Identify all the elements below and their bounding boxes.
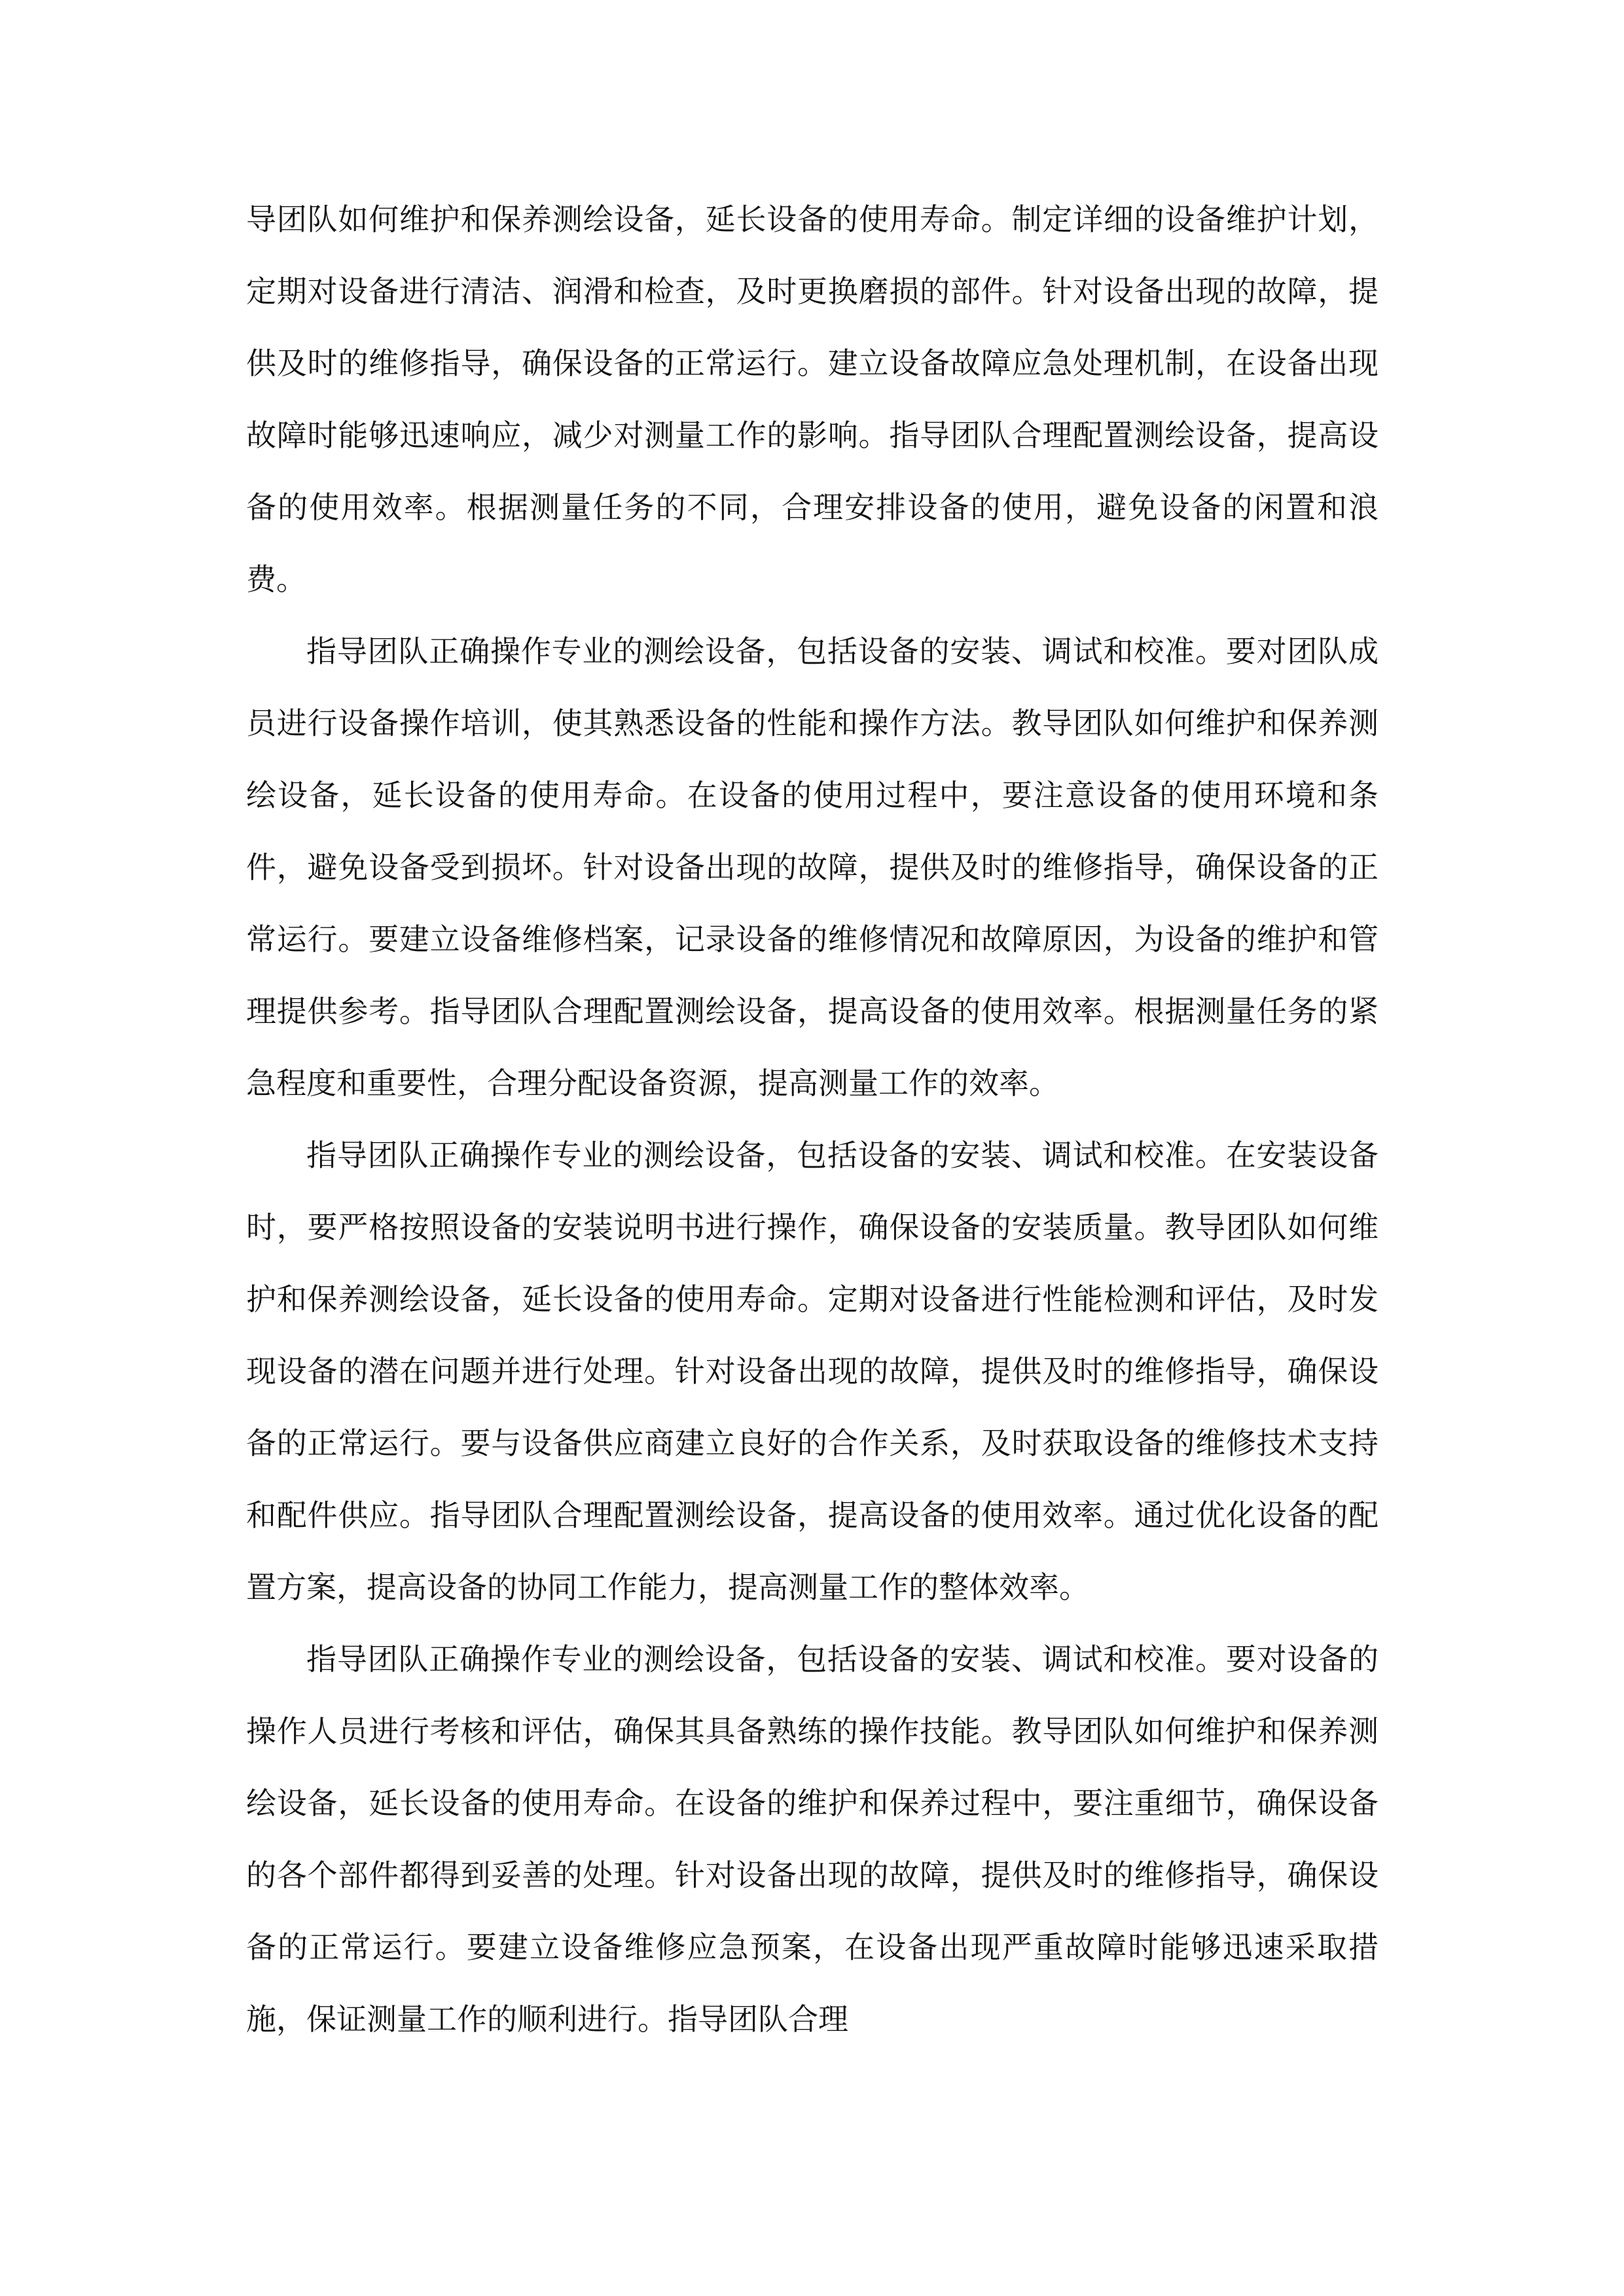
body-text: [246, 183, 1379, 2055]
paragraph: 指导团队正确操作专业的测绘设备，包括设备的安装、调试和校准。要对设备的操作人员进行考核和评估，确保其具备熟练的操作技能。教导团队如何维护和保养测绘设备，延长设备的使用寿命。在设备的维护和保养过程中，要注重细节，确保设备的各个部件都得到妥善的处理。针对设备出现的故障，提供及时的维修指导，确保设备的正常运行。要建立设备维修应急预案，在设备出现严重故障时能够迅速采取措施，保证测量工作的顺利进行。指导团队合理: [246, 1641, 1379, 2037]
paragraph: 指导团队正确操作专业的测绘设备，包括设备的安装、调试和校准。要对团队成员进行设备操作培训，使其熟悉设备的性能和操作方法。教导团队如何维护和保养测绘设备，延长设备的使用寿命。在设备的使用过程中，要注意设备的使用环境和条件，避免设备受到损坏。针对设备出现的故障，提供及时的维修指导，确保设备的正常运行。要建立设备维修档案，记录设备的维修情况和故障原因，为设备的维护和管理提供参考。指导团队合理配置测绘设备，提高设备的使用效率。根据测量任务的紧急程度和重要性，合理分配设备资源，提高测量工作的效率。: [246, 634, 1379, 1101]
paragraph: 指导团队正确操作专业的测绘设备，包括设备的安装、调试和校准。在安装设备时，要严格按照设备的安装说明书进行操作，确保设备的安装质量。教导团队如何维护和保养测绘设备，延长设备的使用寿命。定期对设备进行性能检测和评估，及时发现设备的潜在问题并进行处理。针对设备出现的故障，提供及时的维修指导，确保设备的正常运行。要与设备供应商建立良好的合作关系，及时获取设备的维修技术支持和配件供应。指导团队合理配置测绘设备，提高设备的使用效率。通过优化设备的配置方案，提高设备的协同工作能力，提高测量工作的整体效率。: [246, 1138, 1379, 1605]
paragraph-continued: 导团队如何维护和保养测绘设备，延长设备的使用寿命。制定详细的设备维护计划，定期对设备进行清洁、润滑和检查，及时更换磨损的部件。针对设备出现的故障，提供及时的维修指导，确保设备的正常运行。建立设备故障应急处理机制，在设备出现故障时能够迅速响应，减少对测量工作的影响。指导团队合理配置测绘设备，提高设备的使用效率。根据测量任务的不同，合理安排设备的使用，避免设备的闲置和浪费。: [246, 202, 1379, 597]
